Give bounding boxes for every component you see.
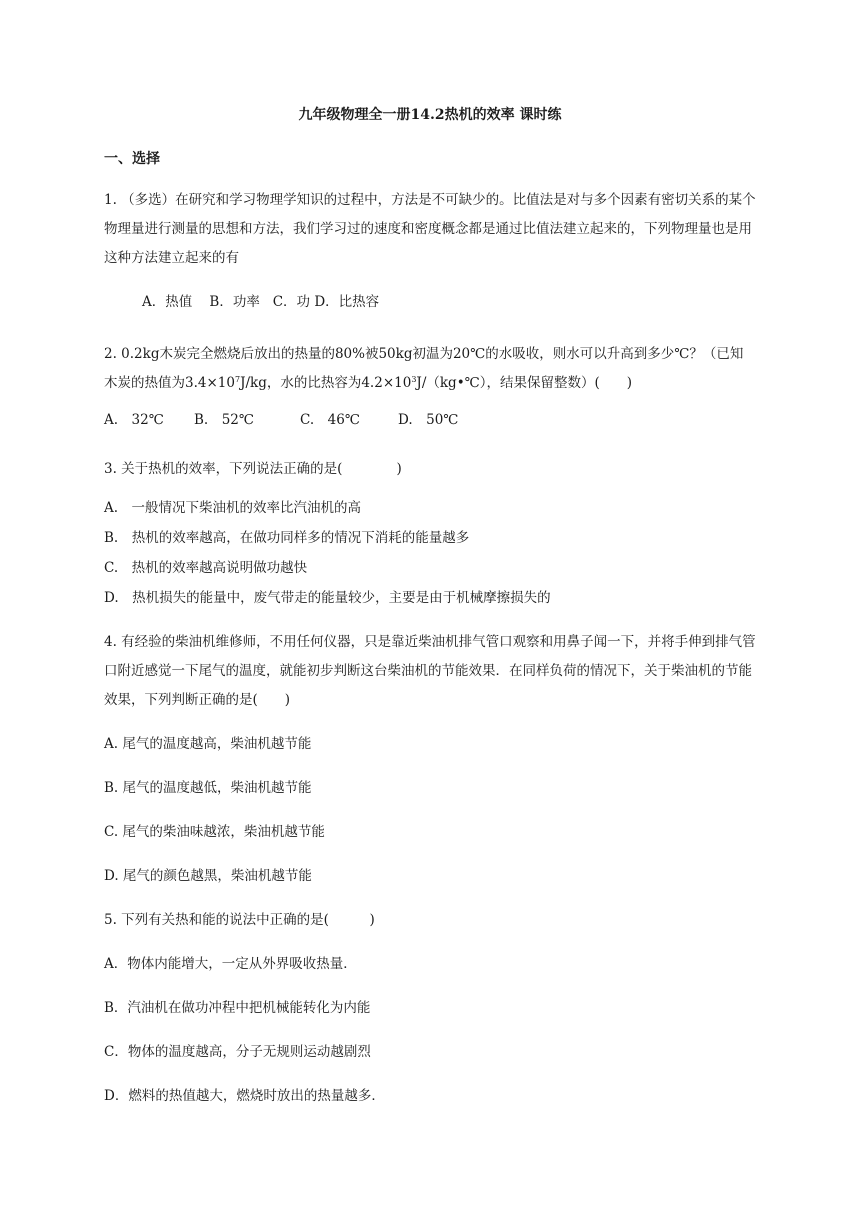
question-2-option-d: D. 50℃: [398, 412, 459, 428]
question-3-option-d: D. 热机损失的能量中，废气带走的能量较少，主要是由于机械摩擦损失的: [104, 590, 551, 606]
question-3-option-b: B. 热机的效率越高，在做功同样多的情况下消耗的能量越多: [104, 530, 470, 546]
exponent-1: 7: [234, 375, 241, 384]
question-5-option-a: A．物体内能增大，一定从外界吸收热量．: [104, 956, 357, 972]
question-3-option-a: A. 一般情况下柴油机的效率比汽油机的高: [104, 500, 362, 516]
document-title: 九年级物理全一册14.2热机的效率 课时练: [298, 107, 562, 123]
question-5-option-c: C．物体的温度越高，分子无规则运动越剧烈: [104, 1044, 371, 1060]
question-4-option-c: C. 尾气的柴油味越浓，柴油机越节能: [104, 824, 325, 840]
question-4-text: 4. 有经验的柴油机维修师，不用任何仪器，只是靠近柴油机排气管口观察和用鼻子闻一下，并将手伸到排气管口附近感觉一下尾气的温度，就能初步判断这台柴油机的节能效果．在同样负荷的情况下，关于柴油机的节能效果，下列判断正确的是( ): [104, 634, 756, 708]
question-1-text: 1. （多选）在研究和学习物理学知识的过程中，方法是不可缺少的。比值法是对与多个因素有密切关系的某个物理量进行测量的思想和方法，我们学习过的速度和密度概念都是通过比值法建立起来的，下列物理量也是用这种方法建立起来的有: [104, 192, 756, 266]
question-2-text: 2. 0.2kg木炭完全燃烧后放出的热量的80%被50kg初温为20℃的水吸收，则水可以升高到多少℃？（已知木炭的热值为$3.4\times 10^7J/kg$，水的比热容为$4.2\times 10^3J/(kg•℃)$，结果保留整数）( ): [104, 346, 744, 391]
section-heading: 一、选择: [104, 151, 160, 167]
exponent-2: 3: [411, 375, 417, 384]
question-3-text: 3. 关于热机的效率，下列说法正确的是( ): [104, 461, 402, 477]
question-4-option-b: B. 尾气的温度越低，柴油机越节能: [104, 780, 312, 796]
question-1-options: A．热值 B．功率 C．功 D．比热容: [142, 294, 380, 310]
question-4-option-d: D. 尾气的颜色越黑，柴油机越节能: [104, 868, 312, 884]
question-2-option-a: A. 32℃: [104, 412, 164, 428]
question-5-option-d: D．燃料的热值越大，燃烧时放出的热量越多．: [104, 1088, 385, 1104]
question-2-option-b: B. 52℃: [194, 412, 254, 428]
question-4-option-a: A. 尾气的温度越高，柴油机越节能: [104, 736, 312, 752]
question-2-option-c: C. 46℃: [300, 412, 360, 428]
question-3-option-c: C. 热机的效率越高说明做功越快: [104, 560, 308, 576]
question-5-text: 5. 下列有关热和能的说法中正确的是( ): [104, 912, 375, 928]
question-5-option-b: B．汽油机在做功冲程中把机械能转化为内能: [104, 1000, 371, 1016]
